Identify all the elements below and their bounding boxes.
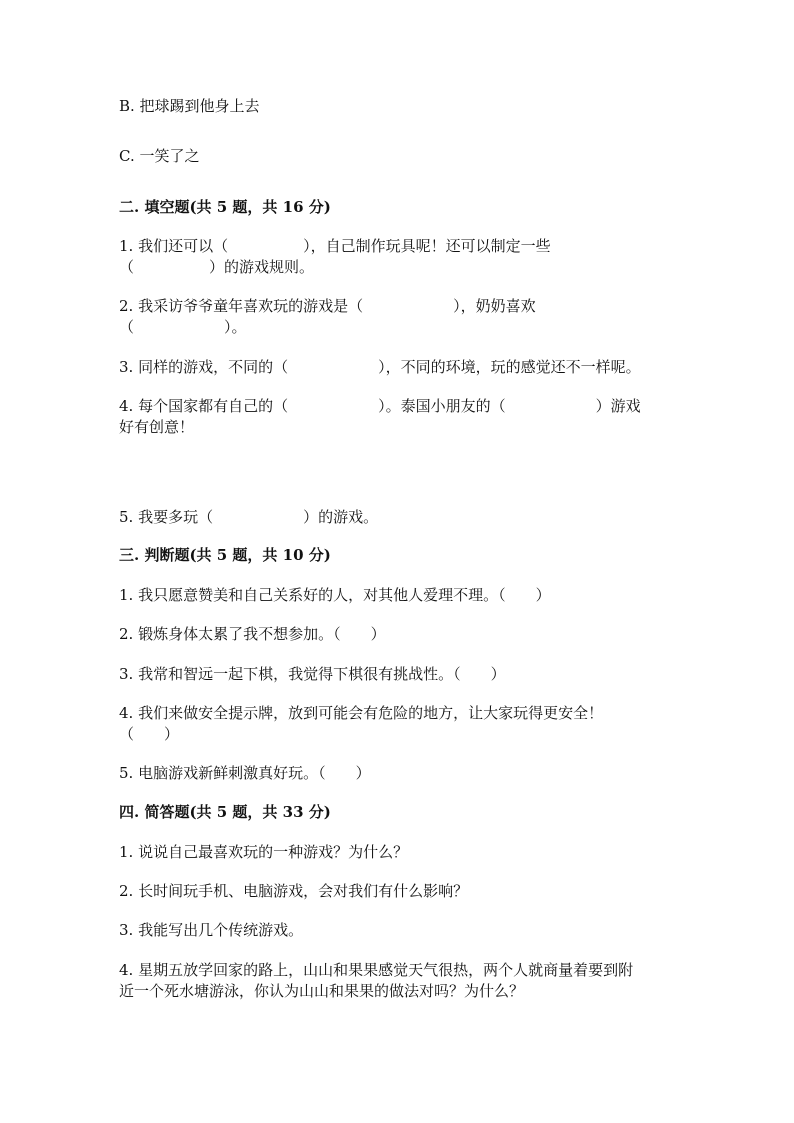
fill-blank-q4-line2: 好有创意！ bbox=[119, 418, 195, 436]
short-answer-q4-line1: 4. 星期五放学回家的路上，山山和果果感觉天气很热，两个人就商量着要到附 bbox=[119, 961, 634, 979]
short-answer-q4-line2: 近一个死水塘游泳，你认为山山和果果的做法对吗？为什么？ bbox=[119, 982, 525, 1000]
fill-blank-q4-line1: 4. 每个国家都有自己的（ ）。泰国小朋友的（ ）游戏 bbox=[119, 397, 641, 415]
true-false-q4-line1: 4. 我们来做安全提示牌，放到可能会有危险的地方，让大家玩得更安全！ bbox=[119, 704, 604, 722]
short-answer-q3: 3. 我能写出几个传统游戏。 bbox=[119, 921, 304, 939]
true-false-q1: 1. 我只愿意赞美和自己关系好的人，对其他人爱理不理。（ ） bbox=[119, 586, 551, 604]
fill-blank-q5: 5. 我要多玩（ ）的游戏。 bbox=[119, 508, 379, 526]
section-heading-fill-blank: 二. 填空题(共 5 题，共 16 分) bbox=[119, 198, 331, 216]
short-answer-q1: 1. 说说自己最喜欢玩的一种游戏？为什么？ bbox=[119, 843, 409, 861]
true-false-q4-line2: （ ） bbox=[119, 725, 180, 743]
option-b: B. 把球踢到他身上去 bbox=[119, 97, 260, 115]
section-heading-short-answer: 四. 简答题(共 5 题，共 33 分) bbox=[119, 803, 331, 821]
true-false-q2: 2. 锻炼身体太累了我不想参加。（ ） bbox=[119, 625, 386, 643]
fill-blank-q2-line1: 2. 我采访爷爷童年喜欢玩的游戏是（ ），奶奶喜欢 bbox=[119, 297, 536, 315]
fill-blank-q3: 3. 同样的游戏，不同的（ ），不同的环境，玩的感觉还不一样呢。 bbox=[119, 358, 641, 376]
fill-blank-q1-line1: 1. 我们还可以（ ），自己制作玩具呢！还可以制定一些 bbox=[119, 237, 551, 255]
option-c: C. 一笑了之 bbox=[119, 147, 200, 165]
true-false-q3: 3. 我常和智远一起下棋，我觉得下棋很有挑战性。（ ） bbox=[119, 665, 506, 683]
fill-blank-q2-line2: （ ）。 bbox=[119, 318, 247, 336]
section-heading-true-false: 三. 判断题(共 5 题，共 10 分) bbox=[119, 546, 331, 564]
true-false-q5: 5. 电脑游戏新鲜刺激真好玩。（ ） bbox=[119, 764, 371, 782]
fill-blank-q1-line2: （ ）的游戏规则。 bbox=[119, 258, 315, 276]
short-answer-q2: 2. 长时间玩手机、电脑游戏，会对我们有什么影响？ bbox=[119, 882, 469, 900]
